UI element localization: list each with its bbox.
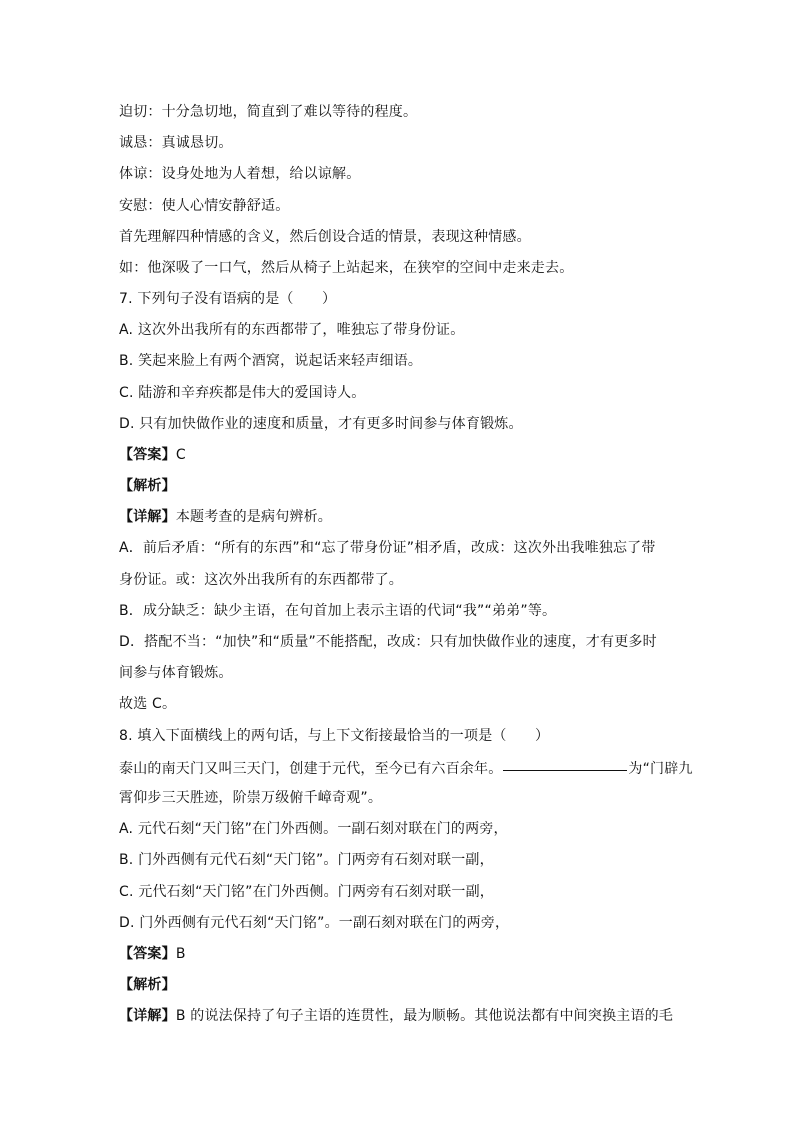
question-7-stem: 7. 下列句子没有语病的是（ ） [119, 291, 337, 307]
question-7-analysis-label: 【解析】 [119, 478, 176, 494]
question-7-option-d: D. 只有加快做作业的速度和质量，才有更多时间参与体育锻炼。 [119, 416, 523, 432]
answer-label: 【答案】 [119, 946, 176, 962]
detail-text: 本题考查的是病句辨析。 [175, 509, 333, 525]
explanation-line: A．前后矛盾：“所有的东西”和“忘了带身份证”相矛盾，改成：这次外出我唯独忘了带 [119, 540, 656, 556]
definition-line: 如：他深吸了一口气，然后从椅子上站起来，在狭窄的空间中走来走去。 [119, 260, 574, 276]
answer-value: C [175, 447, 186, 463]
definition-line: 迫切：十分急切地，简直到了难以等待的程度。 [119, 104, 418, 120]
question-8-stem: 8. 填入下面横线上的两句话，与上下文衔接最恰当的一项是（ ） [119, 728, 550, 744]
definition-line: 体谅：设身处地为人着想，给以谅解。 [119, 166, 361, 182]
passage-text: 泰山的南天门又叫三天门，创建于元代，至今已有六百余年。 [119, 761, 503, 777]
detail-text: B 的说法保持了句子主语的连贯性，最为顺畅。其他说法都有中间突换主语的毛 [175, 1008, 674, 1024]
answer-value: B [175, 946, 186, 962]
question-8-passage [119, 758, 693, 778]
question-8-answer [119, 945, 186, 963]
explanation-line: 间参与体育锻炼。 [119, 665, 233, 681]
detail-label: 【详解】 [119, 1008, 176, 1024]
question-7-detail [119, 508, 332, 526]
fill-in-blank [503, 756, 627, 771]
question-7-option-a: A. 这次外出我所有的东西都带了，唯独忘了带身份证。 [119, 322, 465, 338]
question-8-option-b: B. 门外西侧有元代石刻“天门铭”。门两旁有石刻对联一副， [119, 852, 494, 868]
question-8-option-d: D. 门外西侧有元代石刻“天门铭”。一副石刻对联在门的两旁， [119, 915, 510, 931]
passage-text: 为“门辟九 [628, 761, 693, 777]
explanation-line: 故选 C。 [119, 696, 177, 712]
question-8-passage-continued: 霄仰步三天胜迹，阶崇万级俯千嶂奇观”。 [119, 790, 383, 806]
definition-line: 首先理解四种情感的含义，然后创设合适的情景，表现这种情感。 [119, 229, 531, 245]
question-7-option-b: B. 笑起来脸上有两个酒窝，说起话来轻声细语。 [119, 353, 423, 369]
answer-label: 【答案】 [119, 447, 176, 463]
question-8-analysis-label: 【解析】 [119, 977, 176, 993]
question-8-option-c: C. 元代石刻“天门铭”在门外西侧。门两旁有石刻对联一副， [119, 884, 494, 900]
explanation-line: B．成分缺乏：缺少主语，在句首加上表示主语的代词“我”“弟弟”等。 [119, 603, 557, 619]
explanation-line: 身份证。或：这次外出我所有的东西都带了。 [119, 572, 403, 588]
question-8-detail [119, 1007, 673, 1025]
question-7-option-c: C. 陆游和辛弃疾都是伟大的爱国诗人。 [119, 385, 366, 401]
question-7-answer [119, 446, 186, 464]
detail-label: 【详解】 [119, 509, 176, 525]
explanation-line: D．搭配不当：“加快”和“质量”不能搭配，改成：只有加快做作业的速度，才有更多时 [119, 634, 657, 650]
definition-line: 安慰：使人心情安静舒适。 [119, 198, 290, 214]
definition-line: 诚恳：真诚恳切。 [119, 135, 233, 151]
question-8-option-a: A. 元代石刻“天门铭”在门外西侧。一副石刻对联在门的两旁， [119, 821, 508, 837]
